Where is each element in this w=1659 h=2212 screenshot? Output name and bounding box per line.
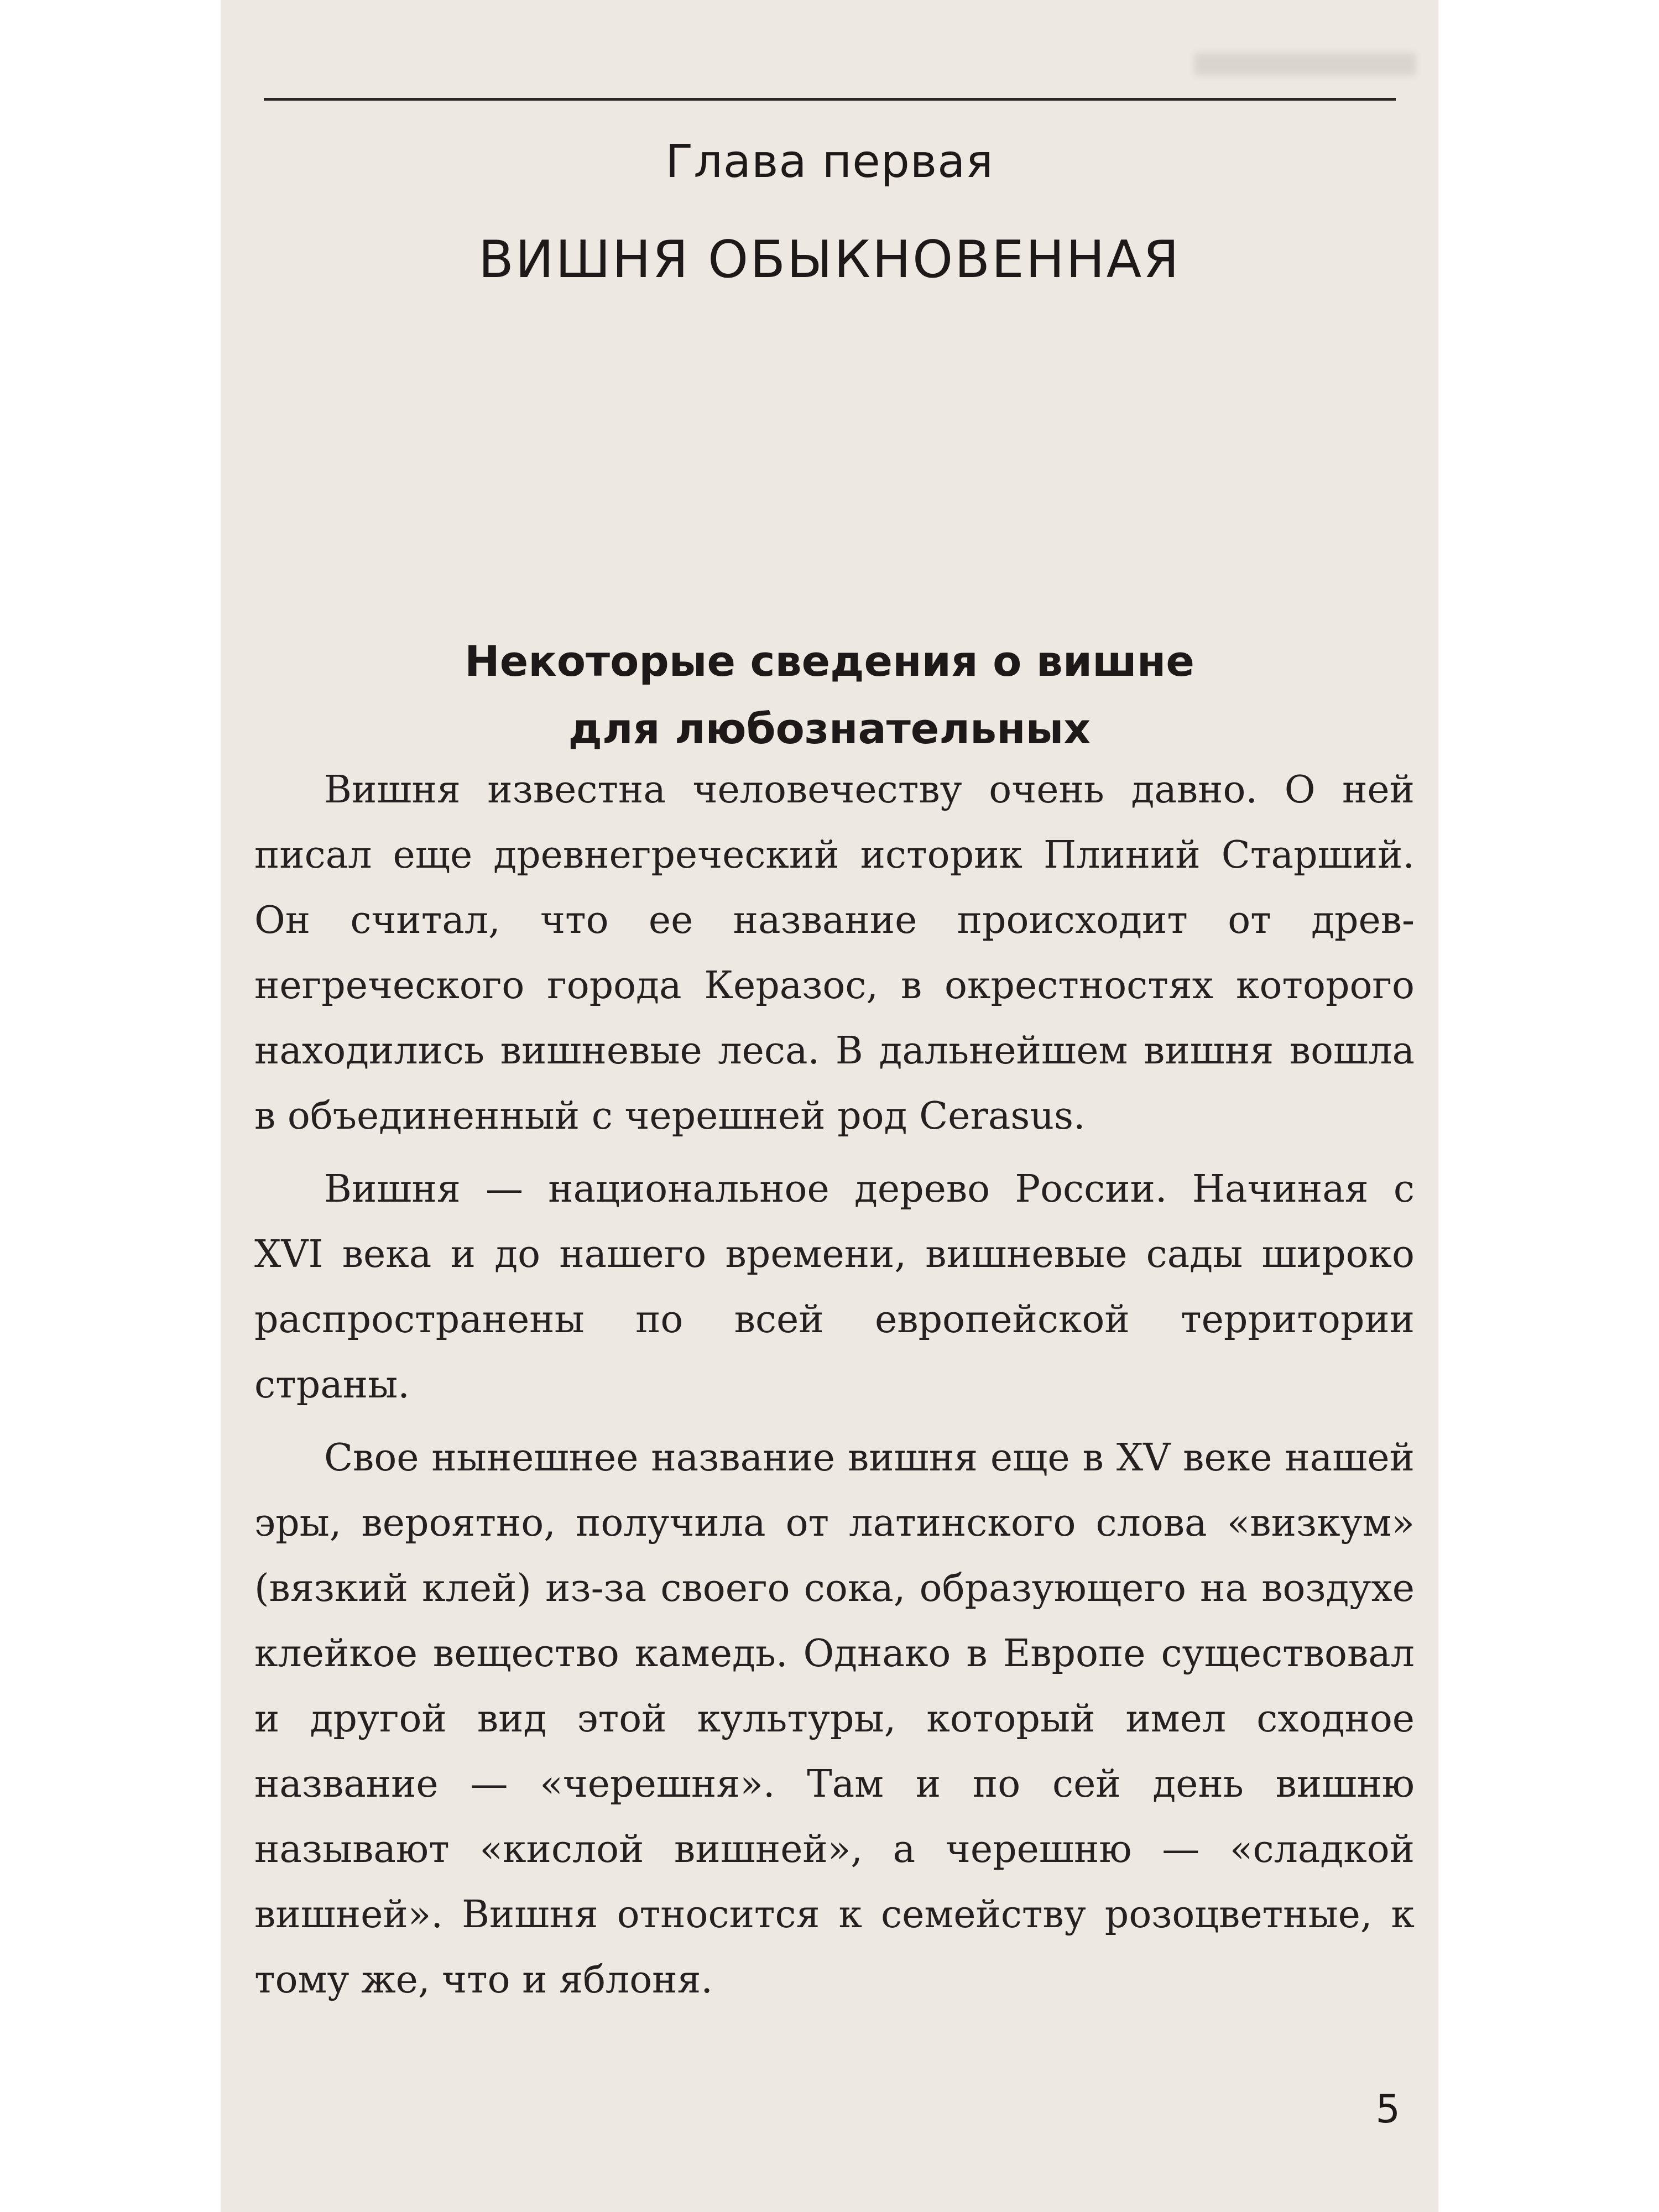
body-text bbox=[254, 758, 1415, 2021]
running-header-bleed bbox=[1194, 53, 1416, 75]
paragraph-3: Свое нынешнее название вишня еще в XV веке нашей эры, вероятно, получила от латинского слова «визкум» (вязкий клей) из-за своего сока, образующего на воздухе клейкое вещество камедь. Однако в Европе существовал и другой вид этой культуры, который имел сходное название — «черешня». Там и по сей день вишню называют «кислой вишней», а черешню — «сладкой вишней». Вишня относится к семейству розоцветные, к тому же, что и яблоня. bbox=[254, 1436, 1415, 2002]
chapter-label: Глава первая bbox=[665, 135, 994, 188]
book-page bbox=[221, 0, 1438, 2212]
page-number: 5 bbox=[1375, 2086, 1400, 2132]
header-rule bbox=[264, 98, 1396, 101]
section-title bbox=[221, 628, 1438, 763]
paragraph-2: Вишня — национальное дерево России. Начиная с XVI века и до нашего времени, вишневые сады широко распространены по всей европейской территории страны. bbox=[254, 1167, 1415, 1407]
paragraph-1: Вишня известна человечеству очень давно. О ней писал еще древнегреческий историк Плиний Старший. Он считал, что ее название происходит от древнегреческого города Керазос, в окрестностях которого находились вишневые леса. В дальнейшем вишня вошла в объединенный с черешней род Cerasus. bbox=[254, 768, 1415, 1138]
section-title-line-2: для любознательных bbox=[568, 704, 1091, 753]
section-title-line-1: Некоторые сведения о вишне bbox=[465, 637, 1194, 686]
chapter-title: ВИШНЯ ОБЫКНОВЕННАЯ bbox=[478, 229, 1181, 289]
